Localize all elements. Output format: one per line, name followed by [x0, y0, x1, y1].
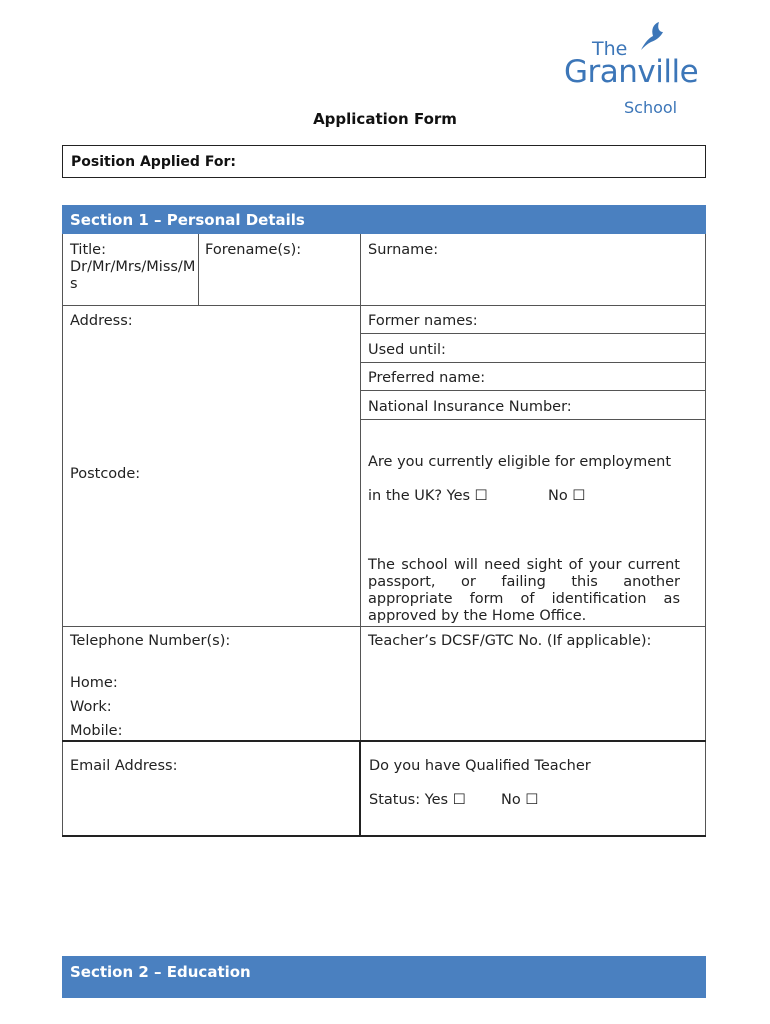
forename-label: Forename(s):: [205, 242, 302, 258]
school-logo: [562, 20, 712, 117]
used-until-label: Used until:: [368, 342, 446, 358]
surname-field[interactable]: [368, 242, 438, 258]
eligibility-yes[interactable]: in the UK? Yes ☐: [368, 488, 488, 504]
telephone-field[interactable]: [70, 633, 230, 649]
email-field[interactable]: [70, 758, 177, 774]
qts-yes[interactable]: Status: Yes ☐: [369, 792, 466, 808]
email-label: Email Address:: [70, 758, 178, 774]
section2-header: Section 2 – Education: [62, 956, 706, 998]
address-label: Address:: [70, 313, 133, 329]
dove-icon: [637, 20, 667, 54]
dcsf-number-label: Teacher’s DCSF/GTC No. (If applicable):: [368, 633, 652, 649]
qts-no[interactable]: No ☐: [501, 792, 539, 808]
address-field[interactable]: [70, 313, 133, 329]
preferred-name-label: Preferred name:: [368, 370, 486, 386]
section1-header: Section 1 – Personal Details: [62, 205, 706, 234]
title-label: Title:: [70, 242, 106, 258]
preferred-name-field[interactable]: [368, 370, 485, 386]
used-until-field[interactable]: [368, 342, 446, 358]
former-names-field[interactable]: [368, 313, 478, 329]
mobile-phone-label: Mobile:: [70, 723, 123, 739]
passport-note: The school will need sight of your current passport, or failing this another appropriate form of identification as approved by the Home Office.: [368, 557, 680, 624]
ni-number-label: National Insurance Number:: [368, 399, 572, 415]
postcode-field[interactable]: [70, 466, 140, 482]
home-phone-label: Home:: [70, 675, 118, 691]
work-phone-label: Work:: [70, 699, 112, 715]
position-applied-field[interactable]: [62, 145, 706, 178]
page-title: Application Form: [313, 110, 457, 128]
title-options-wrap: s: [70, 276, 78, 292]
personal-details-table: [62, 234, 706, 836]
surname-label: Surname:: [368, 242, 439, 258]
logo-granville: Granville: [564, 54, 699, 90]
dcsf-number-field[interactable]: [368, 633, 651, 649]
ni-number-field[interactable]: [368, 399, 572, 415]
title-field[interactable]: [70, 242, 195, 293]
position-applied-label: Position Applied For:: [71, 154, 236, 170]
forename-field[interactable]: [205, 242, 301, 258]
logo-school: School: [624, 98, 678, 117]
title-options: Dr/Mr/Mrs/Miss/M: [70, 259, 196, 275]
logo-the: The: [592, 38, 628, 60]
eligibility-question: Are you currently eligible for employment: [368, 454, 672, 470]
postcode-label: Postcode:: [70, 466, 141, 482]
qts-question: Do you have Qualified Teacher: [369, 758, 591, 774]
eligibility-no[interactable]: No ☐: [548, 488, 586, 504]
telephone-label: Telephone Number(s):: [70, 633, 231, 649]
former-names-label: Former names:: [368, 313, 478, 329]
